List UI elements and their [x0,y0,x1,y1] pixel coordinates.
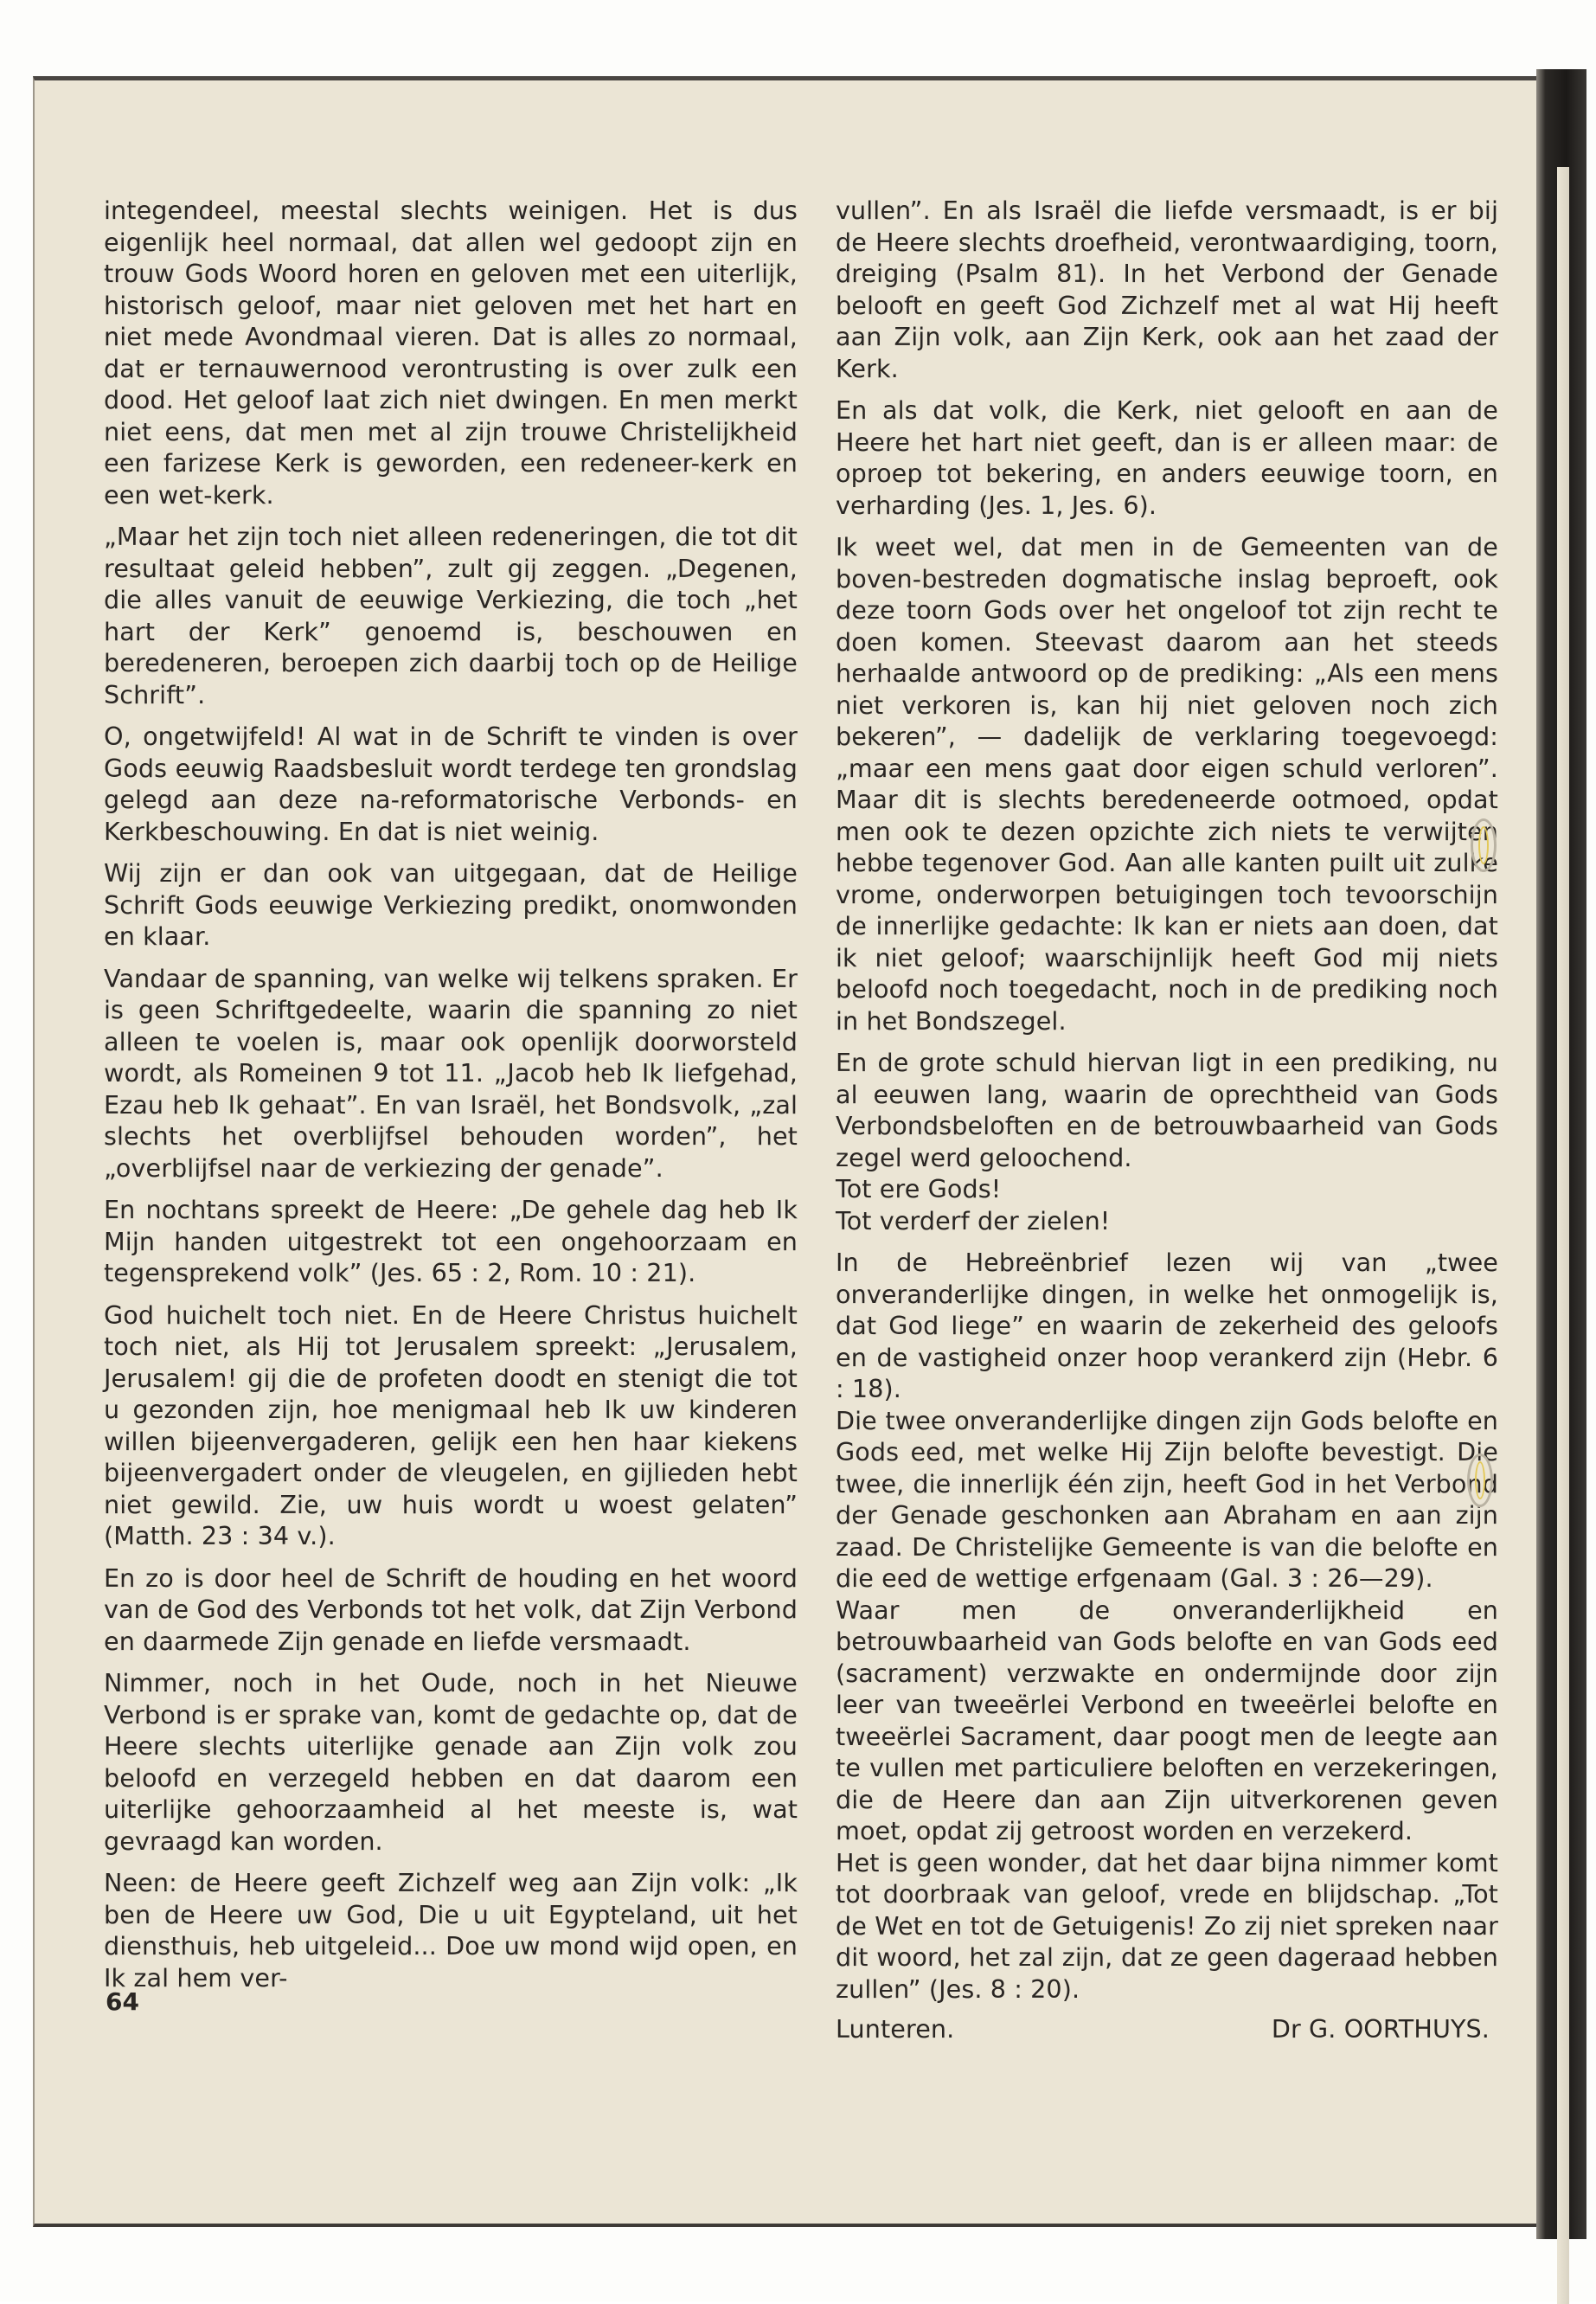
paragraph: Die twee onveranderlijke dingen zijn Gods belofte en Gods eed, met welke Hij Zijn belofte bevestigt. Die twee, die innerlijk één zijn, heeft God in het Verbond der Genade geschonken aan Abraham en aan zijn zaad. De Christelijke Gemeente is van die belofte en die eed de wettige erfgenaam (Gal. 3 : 26—29). [836,1405,1498,1593]
right-column [836,195,1498,2045]
paragraph: „Maar het zijn toch niet alleen redeneringen, die tot dit resultaat geleid hebben”, zult gij zeggen. „Degenen, die alles vanuit de eeuwige Verkiezing, die toch „het hart der Kerk” genoemd is, beschouwen en beredeneren, beroepen zich daarbij toch op de Heilige Schrift”. [104,522,798,709]
exclamation-line: Tot verderf der zielen! [836,1205,1111,1235]
paragraph: integendeel, meestal slechts weinigen. Het is dus eigenlijk heel normaal, dat allen wel gedoopt zijn en trouw Gods Woord horen en geloven met een uiterlijk, historisch geloof, maar niet geloven met het hart en niet mede Avondmaal vieren. Dat is alles zo normaal, dat er ternauwernood verontrusting is over zulk een dood. Het geloof laat zich niet dwingen. En men merkt niet eens, dat men met al zijn trouwe Christelijkheid een farizese Kerk is geworden, een redeneer-kerk en een wet-kerk. [104,196,798,510]
paragraph: En de grote schuld hiervan ligt in een prediking, nu al eeuwen lang, waarin de oprechtheid van Gods Verbondsbeloften en de betrouwbaarheid van Gods zegel werd geloochend. [836,1048,1498,1172]
paragraph: In de Hebreënbrief lezen wij van „twee onveranderlijke dingen, in welke het onmogelijk is, dat God liege” en waarin de zekerheid des geloofs en de vastigheid onzer hoop verankerd zijn (Hebr. 6 : 18). [836,1248,1498,1403]
document-page [33,76,1536,2227]
exclamation-line: Tot ere Gods! [836,1174,1002,1203]
paragraph: vullen”. En als Israël die liefde versmaadt, is er bij de Heere slechts droefheid, verontwaardiging, toorn, dreiging (Psalm 81). In het Verbond der Genade belooft en geeft God Zichzelf met al wat Hij heeft aan Zijn volk, aan Zijn Kerk, ook aan het zaad der Kerk. [836,196,1498,383]
paragraph: Vandaar de spanning, van welke wij telkens spraken. Er is geen Schriftgedeelte, waarin die spanning zo niet alleen te voelen is, maar ook openlijk doorworsteld wordt, als Romeinen 9 tot 11. „Jacob heb Ik liefgehad, Ezau heb Ik gehaat”. En van Israël, het Bondsvolk, „zal slechts het overblijfsel behouden worden”, het „overblijfsel naar de verkiezing der genade”. [104,963,798,1183]
paragraph: Nimmer, noch in het Oude, noch in het Nieuwe Verbond is er sprake van, komt de gedachte op, dat de Heere slechts uiterlijke genade aan Zijn volk zou beloofd en verzegeld hebben en dat daarom een uiterlijke gehoorzaamheid al het meeste is, wat gevraagd kan worden. [104,1668,798,1856]
paragraph: Wij zijn er dan ook van uitgegaan, dat de Heilige Schrift Gods eeuwige Verkiezing predikt, onomwonden en klaar. [104,858,798,951]
signature [836,2013,1498,2045]
paragraph: God huichelt toch niet. En de Heere Christus huichelt toch niet, als Hij tot Jerusalem spreekt: „Jerusalem, Jerusalem! gij die de profeten doodt en stenigt die tot u gezonden zijn, hoe menigmaal heb Ik uw kinderen willen bijeenvergaderen, gelijk een hen haar kiekens bijeenvergadert onder de vleugelen, en gijlieden hebt niet gewild. Zie, uw huis wordt u woest gelaten” (Matth. 23 : 34 v.). [104,1300,798,1550]
paragraph: En nochtans spreekt de Heere: „De gehele dag heb Ik Mijn handen uitgestrekt tot een ongehoorzaam en tegensprekend volk” (Jes. 65 : 2, Rom. 10 : 21). [104,1195,798,1287]
paragraph: O, ongetwijfeld! Al wat in de Schrift te vinden is over Gods eeuwig Raadsbesluit wordt terdege ten grondslag gelegd aan deze na-reformatorische Verbonds- en Kerkbeschouwing. En dat is niet weinig. [104,722,798,846]
page-number: 64 [106,1987,139,2016]
paragraph: Het is geen wonder, dat het daar bijna nimmer komt tot doorbraak van geloof, vrede en blijdschap. „Tot de Wet en tot de Getuigenis! Zo zij niet spreken naar dit woord, het zal zijn, dat ze geen dageraad hebben zullen” (Jes. 8 : 20). [836,1847,1498,2004]
paragraph: En zo is door heel de Schrift de houding en het woord van de God des Verbonds tot het volk, dat Zijn Verbond en daarmede Zijn genade en liefde versmaadt. [104,1563,798,1656]
binding-hole-ring [1478,826,1489,864]
binding-hole-mark [1471,818,1497,872]
paragraph: En als dat volk, die Kerk, niet gelooft en aan de Heere het hart niet geeft, dan is er alleen maar: de oproep tot bekering, en anders eeuwige toorn, en verharding (Jes. 1, Jes. 6). [836,395,1498,520]
binding-hole-mark [1467,1454,1493,1507]
left-column [104,195,798,1993]
page-gutter-shadow [1557,167,1569,2304]
paragraph: Ik weet wel, dat men in de Gemeenten van de boven-bestreden dogmatische inslag beproeft, ook deze toorn Gods over het ongeloof tot zijn recht te doen komen. Steevast daarom aan het steeds herhaalde antwoord op de prediking: „Als een mens niet verkoren is, kan hij niet geloven noch zich bekeren”, — dadelijk de verklaring toegevoegd: „maar een mens gaat door eigen schuld verloren”. Maar dit is slechts beredeneerde ootmoed, opdat men ook te dezen opzichte zich niets te verwijten hebbe tegenover God. Aan alle kanten puilt uit zulke vrome, onderworpen betuigingen toch tevoorschijn de innerlijke gedachte: Ik kan er niets aan doen, dat ik niet geloof; waarschijnlijk heeft God mij niets beloofd noch toegedacht, noch in de prediking noch in het Bondszegel. [836,532,1498,1036]
paragraph: Neen: de Heere geeft Zichzelf weg aan Zijn volk: „Ik ben de Heere uw God, Die u uit Egypteland, uit het diensthuis, heb uitgeleid... Doe uw mond wijd open, en Ik zal hem ver- [104,1868,798,1993]
binding-hole-ring [1475,1461,1485,1499]
paragraph: Waar men de onveranderlijkheid en betrouwbaarheid van Gods belofte en van Gods eed (sacrament) verzwakte en ondermijnde door zijn leer van tweeërlei Verbond en tweeërlei belofte en tweeërlei Sacrament, daar poogt men de leegte aan te vullen met particuliere beloften en verzekeringen, die de Heere dan aan Zijn uitverkorenen geven moet, opdat zij getroost worden en verzekerd. [836,1595,1498,1845]
signature-place: Lunteren. [836,2014,955,2044]
signature-author: Dr G. OORTHUYS. [1271,2014,1490,2044]
